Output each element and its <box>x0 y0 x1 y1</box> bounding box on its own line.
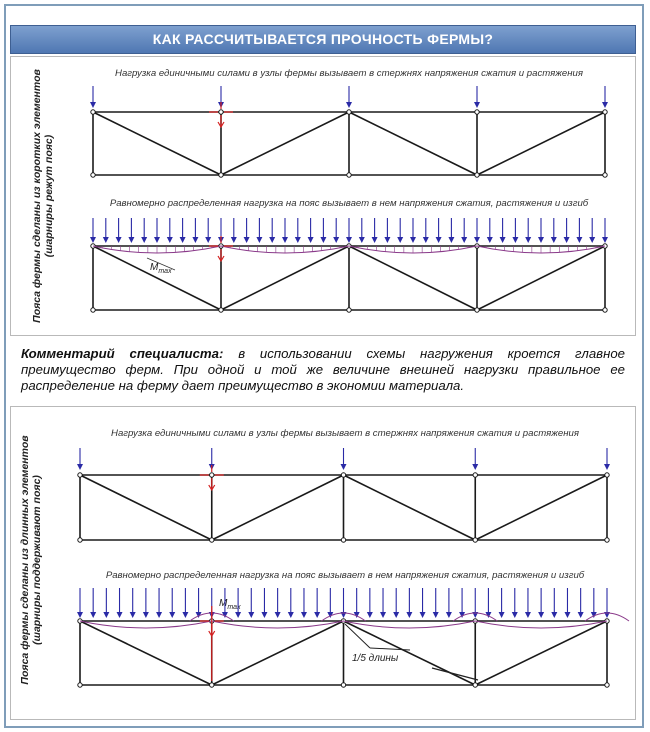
truss4-diagonal <box>475 621 607 685</box>
truss4-load-arrow-head <box>499 612 505 618</box>
truss2-load-arrow-head <box>602 237 608 243</box>
truss2-load-arrow-head <box>180 237 186 243</box>
truss4-load-arrow-head <box>103 612 109 618</box>
truss-node <box>473 683 477 687</box>
truss3-load-arrow-head <box>472 464 478 470</box>
reaction-arrow <box>218 249 224 261</box>
truss2-load-arrow-head <box>308 237 314 243</box>
truss3-load-arrow-head <box>77 464 83 470</box>
truss-node <box>603 110 607 114</box>
truss2-load-arrow-head <box>372 237 378 243</box>
truss2-diagonal <box>93 246 221 310</box>
truss4-load-arrow-head <box>406 612 412 618</box>
bottom-moment-sub: max <box>227 604 241 611</box>
comment-heading: Комментарий специалиста: <box>21 346 224 361</box>
truss4-load-arrow-head <box>288 612 294 618</box>
truss4-diagonal <box>212 621 344 685</box>
truss4-load-arrow-head <box>235 612 241 618</box>
truss4-load-arrow-head <box>367 612 373 618</box>
truss-node <box>341 538 345 542</box>
truss4-load-arrow-head <box>551 612 557 618</box>
bottom-side-label-1: Пояса фермы сделаны из длинных элементов <box>19 435 31 685</box>
truss-node <box>605 538 609 542</box>
truss4-load-arrow-head <box>578 612 584 618</box>
truss2-load-arrow-head <box>359 237 365 243</box>
truss4-load-arrow-head <box>525 612 531 618</box>
truss1-load-arrow-head <box>474 102 480 108</box>
bottom-distributed-caption: Равномерно распределенная нагрузка на пояс вызывает в нем напряжения сжатия, растяжения и изгиб <box>105 570 585 581</box>
truss-node <box>473 473 477 477</box>
truss2-load-arrow-head <box>384 237 390 243</box>
truss2-load-arrow-head <box>256 237 262 243</box>
truss2-load-arrow-head <box>423 237 429 243</box>
truss2-load-arrow-head <box>90 237 96 243</box>
truss4-load-arrow-head <box>301 612 307 618</box>
truss4-load-arrow-head <box>275 612 281 618</box>
truss3-load-arrow-head <box>341 464 347 470</box>
truss4-load-arrow-head <box>156 612 162 618</box>
truss2-load-arrow-head <box>295 237 301 243</box>
truss-node <box>91 308 95 312</box>
truss4-load-arrow-head <box>314 612 320 618</box>
truss2-load-arrow-head <box>141 237 147 243</box>
truss-node <box>210 473 214 477</box>
truss-node <box>347 308 351 312</box>
truss1-load-arrow-head <box>90 102 96 108</box>
bottom-point-load-caption: Нагрузка единичными силами в узлы фермы вызывает в стержнях напряжения сжатия и растяжения <box>111 428 579 439</box>
truss2-load-arrow-head <box>116 237 122 243</box>
comment-text: в использовании схемы нагружения кроется главное преимущество ферм. При одной и той же величине внешней нагрузки правильное ее распределение на ферму дает преимущество в экономии материала. <box>21 346 625 393</box>
page-title: КАК РАССЧИТЫВАЕТСЯ ПРОЧНОСТЬ ФЕРМЫ? <box>10 25 636 54</box>
truss2-load-arrow-head <box>512 237 518 243</box>
truss4-load-arrow-head <box>169 612 175 618</box>
truss4-moment-curve <box>344 621 476 628</box>
truss2-load-arrow-head <box>564 237 570 243</box>
truss-node <box>473 538 477 542</box>
reaction-arrow <box>209 624 215 636</box>
truss4-load-arrow-head <box>182 612 188 618</box>
truss-node <box>219 110 223 114</box>
truss4-load-arrow-head <box>380 612 386 618</box>
top-side-label-2: (шарниры режут пояс) <box>43 134 55 258</box>
truss4-moment-curve <box>80 621 212 628</box>
truss4-load-arrow-head <box>130 612 136 618</box>
truss2-load-arrow-head <box>269 237 275 243</box>
top-moment-sub: max <box>158 268 172 275</box>
truss-node <box>475 173 479 177</box>
top-distributed-caption: Равномерно распределенная нагрузка на пояс вызывает в нем напряжения сжатия, растяжения и изгиб <box>109 198 589 209</box>
truss2-load-arrow-head <box>167 237 173 243</box>
truss2-load-arrow-head <box>244 237 250 243</box>
truss-node <box>347 110 351 114</box>
truss4-load-arrow-head <box>90 612 96 618</box>
truss2-load-arrow-head <box>551 237 557 243</box>
truss2-diagonal <box>349 246 477 310</box>
truss4-load-arrow-head <box>512 612 518 618</box>
truss4-load-arrow-head <box>564 612 570 618</box>
truss-node <box>78 538 82 542</box>
truss4-moment-curve <box>212 621 344 628</box>
truss1-diagonal <box>349 112 477 175</box>
truss1-load-arrow-head <box>346 102 352 108</box>
truss2-load-arrow-head <box>576 237 582 243</box>
top-moment-letter: M <box>150 262 159 273</box>
truss2-load-arrow-head <box>538 237 544 243</box>
truss4-load-arrow-head <box>538 612 544 618</box>
truss2-load-arrow-head <box>589 237 595 243</box>
truss4-load-arrow-head <box>77 612 83 618</box>
truss4-moment-curve <box>475 621 607 628</box>
truss-node <box>91 173 95 177</box>
truss2-load-arrow-head <box>436 237 442 243</box>
truss-node <box>347 173 351 177</box>
truss4-diagonal <box>80 621 212 685</box>
truss2-load-arrow-head <box>410 237 416 243</box>
truss-node <box>210 538 214 542</box>
truss-node <box>603 308 607 312</box>
truss3-diagonal <box>344 475 476 540</box>
truss2-diagonal <box>477 246 605 310</box>
reaction-arrow <box>218 115 224 127</box>
truss1-diagonal <box>221 112 349 175</box>
truss-node <box>210 683 214 687</box>
truss-node <box>341 683 345 687</box>
truss2-load-arrow-head <box>282 237 288 243</box>
truss2-load-arrow-head <box>525 237 531 243</box>
truss-node <box>341 473 345 477</box>
truss2-load-arrow-head <box>192 237 198 243</box>
truss-graphics <box>77 86 629 687</box>
top-point-load-caption: Нагрузка единичными силами в узлы фермы вызывает в стержнях напряжения сжатия и растяжения <box>115 68 583 79</box>
truss-node <box>605 473 609 477</box>
truss4-load-arrow-head <box>420 612 426 618</box>
truss2-load-arrow-head <box>103 237 109 243</box>
bottom-moment-letter: M <box>219 598 228 609</box>
truss2-load-arrow-head <box>448 237 454 243</box>
length-leader <box>432 668 478 680</box>
truss-node <box>475 308 479 312</box>
truss4-load-arrow-head <box>261 612 267 618</box>
truss1-diagonal <box>93 112 221 175</box>
truss2-load-arrow-head <box>231 237 237 243</box>
truss-node <box>219 308 223 312</box>
truss4-load-arrow-head <box>446 612 452 618</box>
truss1-diagonal <box>477 112 605 175</box>
truss2-load-arrow-head <box>205 237 211 243</box>
truss-node <box>603 173 607 177</box>
truss-node <box>475 110 479 114</box>
truss2-load-arrow-head <box>346 237 352 243</box>
truss-node <box>219 173 223 177</box>
truss3-diagonal <box>80 475 212 540</box>
truss-node <box>91 110 95 114</box>
truss2-load-arrow-head <box>397 237 403 243</box>
bottom-side-label-2: (шарниры поддерживают пояс) <box>31 475 43 645</box>
truss3-diagonal <box>212 475 344 540</box>
truss2-diagonal <box>221 246 349 310</box>
truss-node <box>78 473 82 477</box>
truss-node <box>605 683 609 687</box>
truss3-diagonal <box>475 475 607 540</box>
truss2-load-arrow-head <box>333 237 339 243</box>
truss4-load-arrow-head <box>248 612 254 618</box>
length-leader <box>370 648 410 650</box>
truss2-load-arrow-head <box>154 237 160 243</box>
length-note: 1/5 длины <box>352 653 399 664</box>
reaction-arrow <box>209 478 215 490</box>
truss4-load-arrow-head <box>117 612 123 618</box>
truss2-load-arrow-head <box>500 237 506 243</box>
truss2-load-arrow-head <box>461 237 467 243</box>
truss4-load-arrow-head <box>143 612 149 618</box>
truss-node <box>78 683 82 687</box>
truss2-load-arrow-head <box>474 237 480 243</box>
top-side-label-1: Пояса фермы сделаны из коротких элементов <box>31 69 43 323</box>
truss4-load-arrow-head <box>433 612 439 618</box>
truss4-load-arrow-head <box>393 612 399 618</box>
truss1-load-arrow-head <box>602 102 608 108</box>
truss3-load-arrow-head <box>604 464 610 470</box>
truss2-load-arrow-head <box>128 237 134 243</box>
truss2-load-arrow-head <box>487 237 493 243</box>
truss2-load-arrow-head <box>320 237 326 243</box>
